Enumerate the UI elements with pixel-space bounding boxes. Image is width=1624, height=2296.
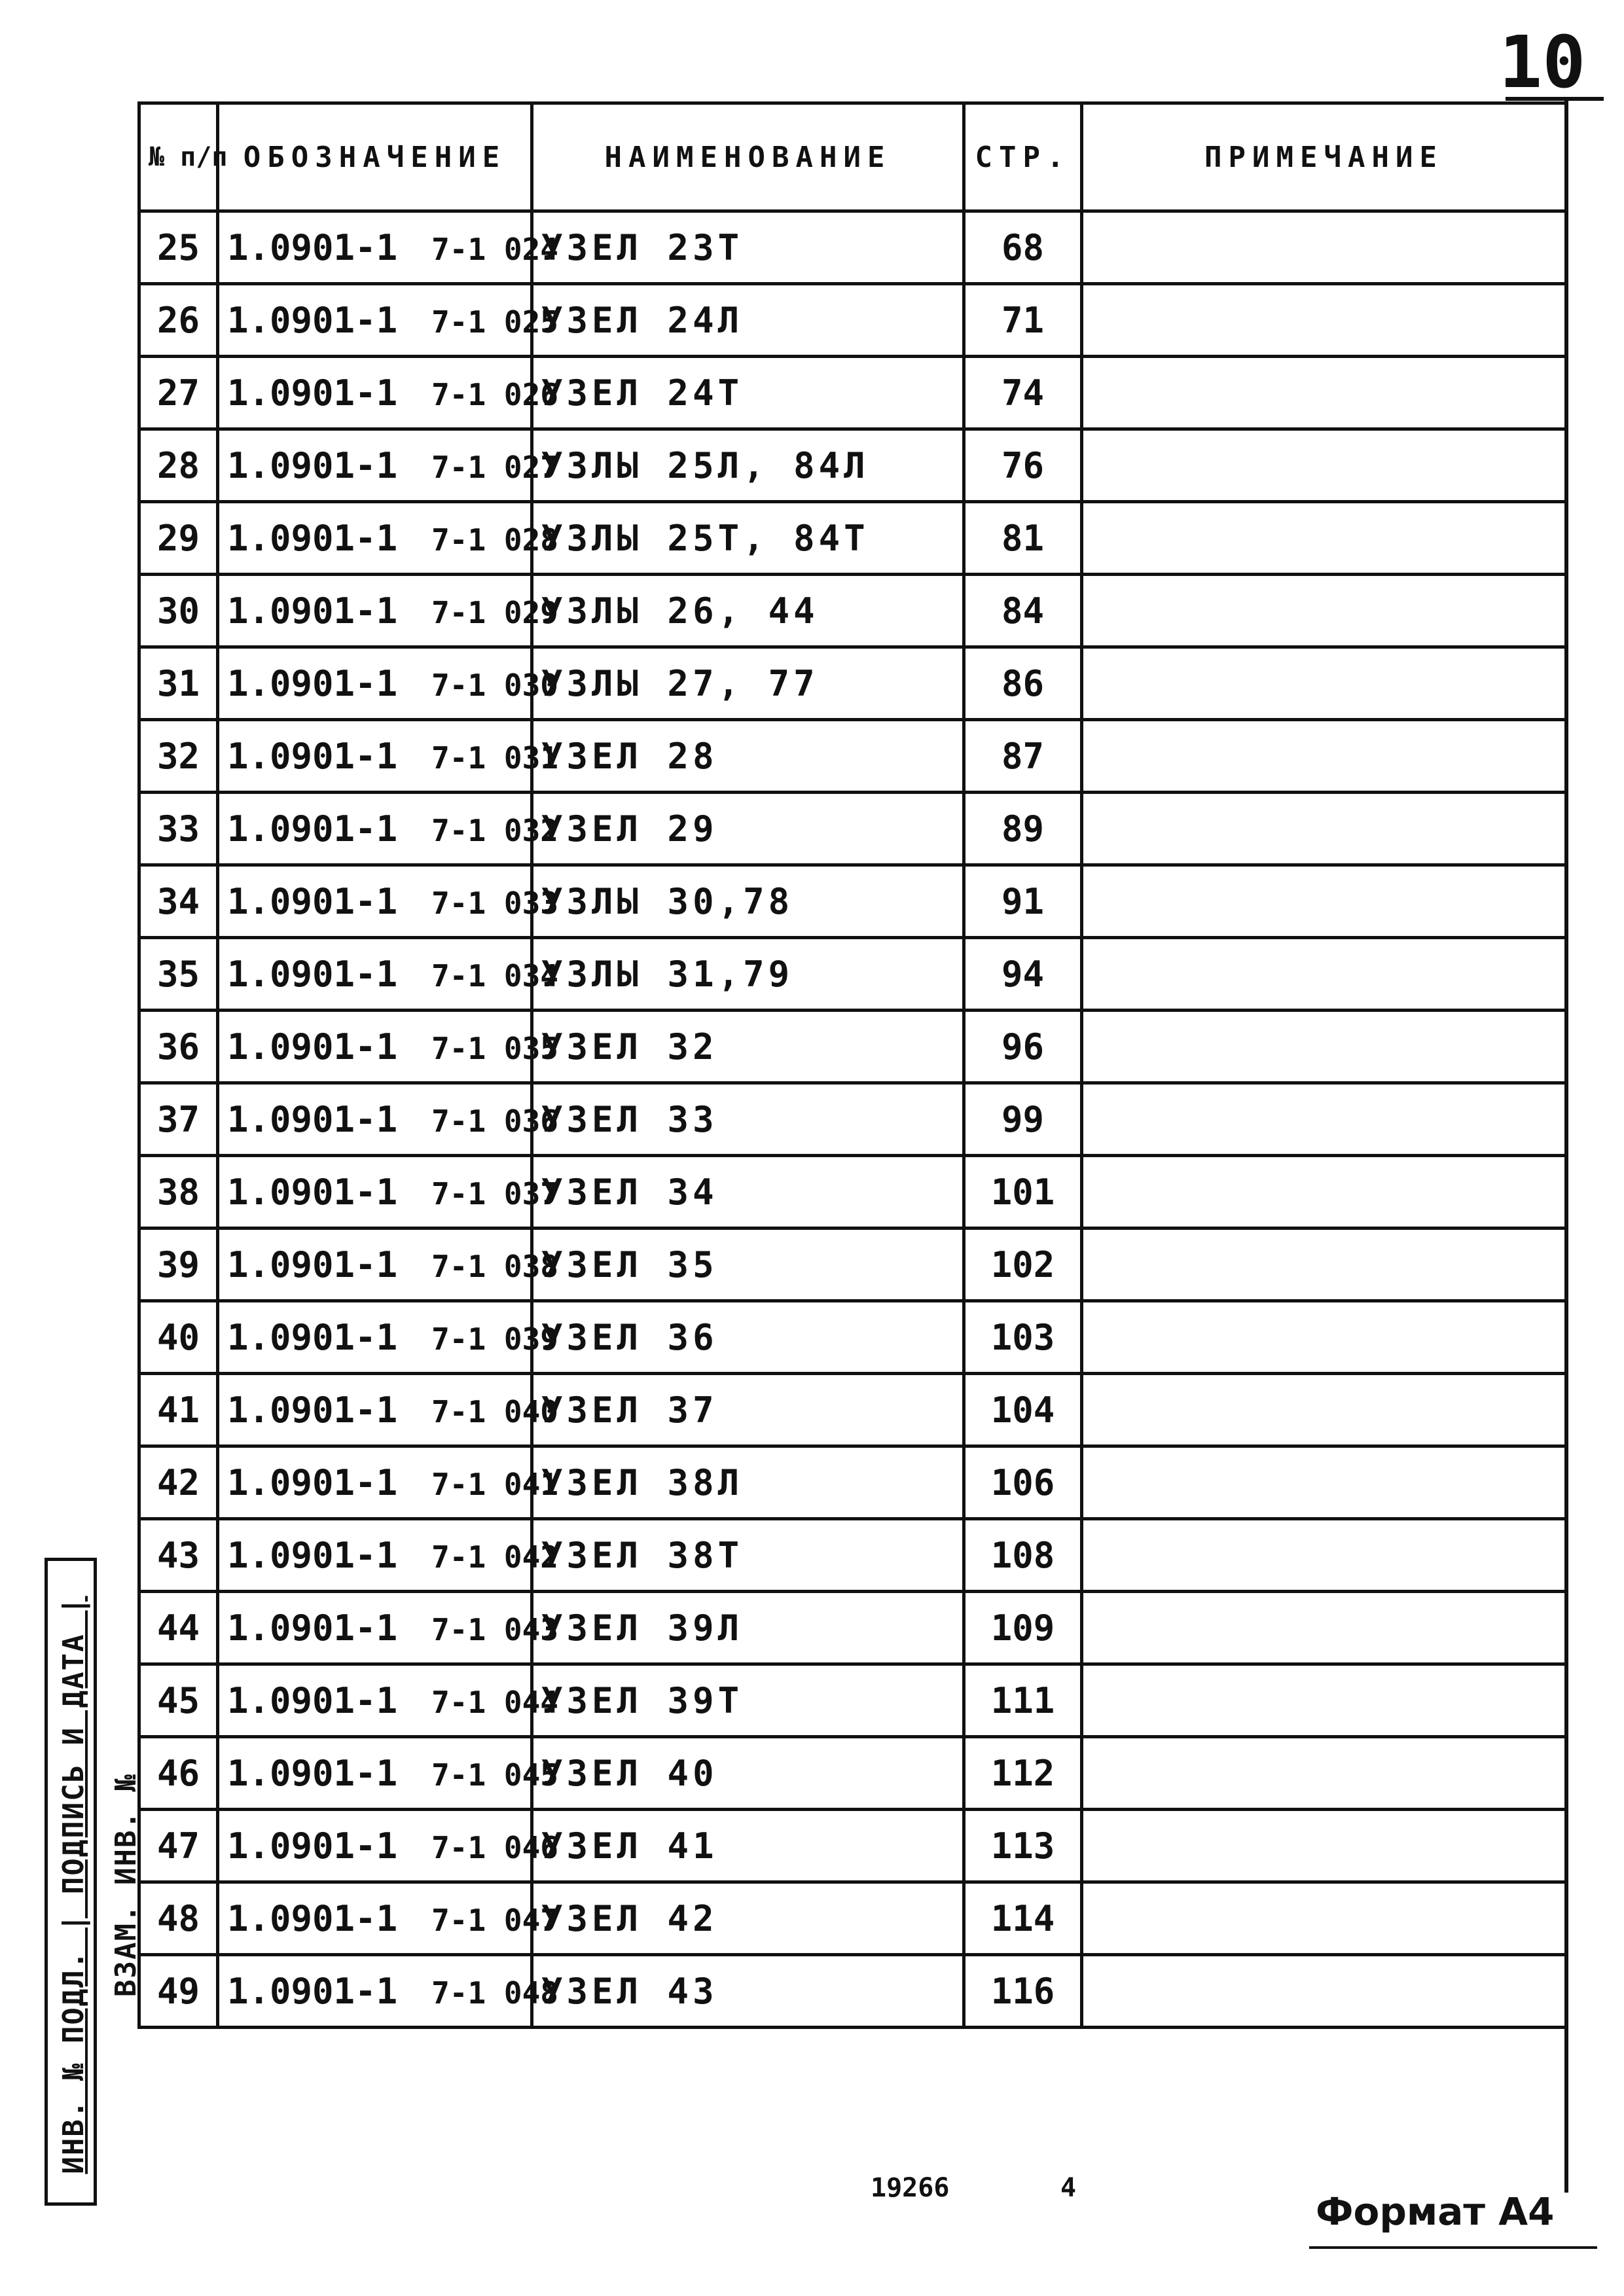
row-name: УЗЕЛ 24Т bbox=[532, 357, 964, 429]
row-code bbox=[218, 1229, 558, 1301]
row-code-series: 1.0901-1 bbox=[227, 299, 398, 341]
row-page: 99 bbox=[964, 1083, 1082, 1156]
header-name: НАИМЕНОВАНИЕ bbox=[532, 103, 964, 211]
table-row bbox=[139, 357, 1566, 429]
row-name: УЗЕЛ 40 bbox=[532, 1737, 964, 1810]
row-code bbox=[218, 720, 558, 793]
row-num: 37 bbox=[139, 1083, 218, 1156]
row-page: 112 bbox=[964, 1737, 1082, 1810]
row-note bbox=[1082, 1592, 1566, 1664]
side-stamp-text: ИНВ. № ПОДЛ. | ПОДПИСЬ И ДАТА | ВЗАМ. ИНВ. № bbox=[57, 1596, 143, 2174]
row-name: УЗЕЛ 29 bbox=[532, 793, 964, 865]
row-name: УЗЕЛ 35 bbox=[532, 1229, 964, 1301]
row-num: 49 bbox=[139, 1955, 218, 2028]
footer-sheet-number: 4 bbox=[1060, 2173, 1077, 2203]
table-row bbox=[139, 647, 1566, 720]
row-name: УЗЛЫ 27, 77 bbox=[532, 647, 964, 720]
row-code-sheet: 7-1 039 bbox=[431, 1321, 558, 1357]
row-code-series: 1.0901-1 bbox=[227, 880, 398, 922]
row-code bbox=[218, 793, 558, 865]
row-code-series: 1.0901-1 bbox=[227, 372, 398, 414]
row-code bbox=[218, 1882, 558, 1955]
row-name: УЗЕЛ 37 bbox=[532, 1374, 964, 1446]
row-page: 74 bbox=[964, 357, 1082, 429]
row-code bbox=[218, 1737, 558, 1810]
table-row bbox=[139, 793, 1566, 865]
row-note bbox=[1082, 647, 1566, 720]
row-page: 102 bbox=[964, 1229, 1082, 1301]
row-name: УЗЛЫ 25Л, 84Л bbox=[532, 429, 964, 502]
row-page: 71 bbox=[964, 284, 1082, 357]
row-page: 68 bbox=[964, 211, 1082, 284]
row-code bbox=[218, 211, 558, 284]
row-num: 48 bbox=[139, 1882, 218, 1955]
row-name: УЗЛЫ 26, 44 bbox=[532, 575, 964, 647]
table-row bbox=[139, 575, 1566, 647]
row-code-sheet: 7-1 026 bbox=[431, 376, 558, 412]
row-name: УЗЛЫ 25Т, 84Т bbox=[532, 502, 964, 575]
row-name: УЗЕЛ 38Л bbox=[532, 1446, 964, 1519]
row-code bbox=[218, 1592, 558, 1664]
row-code bbox=[218, 357, 558, 429]
row-num: 34 bbox=[139, 865, 218, 938]
row-code-series: 1.0901-1 bbox=[227, 1679, 398, 1721]
row-code-series: 1.0901-1 bbox=[227, 1316, 398, 1358]
row-note bbox=[1082, 1374, 1566, 1446]
row-name: УЗЕЛ 43 bbox=[532, 1955, 964, 2028]
table-row bbox=[139, 429, 1566, 502]
table-row bbox=[139, 1011, 1566, 1083]
row-name: УЗЕЛ 41 bbox=[532, 1810, 964, 1882]
row-num: 30 bbox=[139, 575, 218, 647]
row-code bbox=[218, 1083, 558, 1156]
table-row bbox=[139, 1664, 1566, 1737]
row-num: 27 bbox=[139, 357, 218, 429]
row-page: 84 bbox=[964, 575, 1082, 647]
table-row bbox=[139, 1374, 1566, 1446]
table-row bbox=[139, 1592, 1566, 1664]
row-num: 39 bbox=[139, 1229, 218, 1301]
row-code bbox=[218, 1519, 558, 1592]
row-code-sheet: 7-1 034 bbox=[431, 958, 558, 994]
row-num: 29 bbox=[139, 502, 218, 575]
row-note bbox=[1082, 284, 1566, 357]
row-code-series: 1.0901-1 bbox=[227, 1244, 398, 1285]
row-page: 104 bbox=[964, 1374, 1082, 1446]
table-row bbox=[139, 1301, 1566, 1374]
table-row bbox=[139, 1229, 1566, 1301]
page-number: 10 bbox=[1499, 20, 1586, 104]
row-code-series: 1.0901-1 bbox=[227, 517, 398, 559]
row-code-sheet: 7-1 027 bbox=[431, 449, 558, 485]
row-code-series: 1.0901-1 bbox=[227, 662, 398, 704]
row-code-series: 1.0901-1 bbox=[227, 1607, 398, 1649]
row-note bbox=[1082, 575, 1566, 647]
footer-format: Формат А4 bbox=[1316, 2189, 1555, 2234]
row-page: 81 bbox=[964, 502, 1082, 575]
row-note bbox=[1082, 1737, 1566, 1810]
row-code-series: 1.0901-1 bbox=[227, 808, 398, 850]
row-num: 42 bbox=[139, 1446, 218, 1519]
row-num: 43 bbox=[139, 1519, 218, 1592]
table-row bbox=[139, 1446, 1566, 1519]
row-code bbox=[218, 1156, 558, 1229]
header-page: СТР. bbox=[964, 103, 1082, 211]
row-name: УЗЕЛ 39Т bbox=[532, 1664, 964, 1737]
row-code bbox=[218, 1446, 558, 1519]
row-name: УЗЕЛ 36 bbox=[532, 1301, 964, 1374]
row-code-sheet: 7-1 036 bbox=[431, 1103, 558, 1139]
row-page: 86 bbox=[964, 647, 1082, 720]
row-code-series: 1.0901-1 bbox=[227, 1970, 398, 2012]
table-row bbox=[139, 1955, 1566, 2028]
row-num: 31 bbox=[139, 647, 218, 720]
row-name: УЗЕЛ 32 bbox=[532, 1011, 964, 1083]
footer-rule bbox=[1309, 2246, 1597, 2249]
row-note bbox=[1082, 1810, 1566, 1882]
page-number-rule bbox=[1506, 97, 1604, 101]
row-page: 76 bbox=[964, 429, 1082, 502]
row-code bbox=[218, 1810, 558, 1882]
row-code-sheet: 7-1 040 bbox=[431, 1393, 558, 1429]
row-name: УЗЕЛ 28 bbox=[532, 720, 964, 793]
row-code-series: 1.0901-1 bbox=[227, 953, 398, 995]
table-header-row bbox=[139, 103, 1566, 211]
row-code-sheet: 7-1 047 bbox=[431, 1902, 558, 1938]
row-page: 114 bbox=[964, 1882, 1082, 1955]
row-page: 96 bbox=[964, 1011, 1082, 1083]
row-code bbox=[218, 938, 558, 1011]
table-row bbox=[139, 720, 1566, 793]
row-page: 94 bbox=[964, 938, 1082, 1011]
row-note bbox=[1082, 1011, 1566, 1083]
table-row bbox=[139, 1810, 1566, 1882]
row-code bbox=[218, 1011, 558, 1083]
row-code-sheet: 7-1 033 bbox=[431, 885, 558, 921]
row-code-series: 1.0901-1 bbox=[227, 1389, 398, 1431]
table-row bbox=[139, 865, 1566, 938]
row-num: 46 bbox=[139, 1737, 218, 1810]
row-note bbox=[1082, 357, 1566, 429]
row-page: 91 bbox=[964, 865, 1082, 938]
row-code bbox=[218, 1374, 558, 1446]
table-row bbox=[139, 1737, 1566, 1810]
table-row bbox=[139, 938, 1566, 1011]
row-page: 106 bbox=[964, 1446, 1082, 1519]
row-name: УЗЕЛ 34 bbox=[532, 1156, 964, 1229]
row-code bbox=[218, 1664, 558, 1737]
row-page: 113 bbox=[964, 1810, 1082, 1882]
row-num: 38 bbox=[139, 1156, 218, 1229]
row-code-sheet: 7-1 031 bbox=[431, 740, 558, 776]
row-code-series: 1.0901-1 bbox=[227, 590, 398, 632]
row-code-sheet: 7-1 041 bbox=[431, 1466, 558, 1502]
row-note bbox=[1082, 1156, 1566, 1229]
row-note bbox=[1082, 1664, 1566, 1737]
row-note bbox=[1082, 1083, 1566, 1156]
header-num: № п/п bbox=[139, 103, 218, 211]
row-code bbox=[218, 865, 558, 938]
row-code bbox=[218, 647, 558, 720]
row-note bbox=[1082, 502, 1566, 575]
table-row bbox=[139, 1156, 1566, 1229]
row-code-series: 1.0901-1 bbox=[227, 1026, 398, 1067]
row-name: УЗЕЛ 33 bbox=[532, 1083, 964, 1156]
row-code-series: 1.0901-1 bbox=[227, 444, 398, 486]
row-num: 28 bbox=[139, 429, 218, 502]
row-code bbox=[218, 502, 558, 575]
row-note bbox=[1082, 1955, 1566, 2028]
row-note bbox=[1082, 865, 1566, 938]
row-code bbox=[218, 1301, 558, 1374]
row-code-series: 1.0901-1 bbox=[227, 1897, 398, 1939]
row-page: 89 bbox=[964, 793, 1082, 865]
row-name: УЗЕЛ 39Л bbox=[532, 1592, 964, 1664]
row-code-sheet: 7-1 043 bbox=[431, 1611, 558, 1647]
row-num: 45 bbox=[139, 1664, 218, 1737]
table-row bbox=[139, 1519, 1566, 1592]
row-num: 36 bbox=[139, 1011, 218, 1083]
row-code-sheet: 7-1 025 bbox=[431, 304, 558, 340]
row-name: УЗЕЛ 42 bbox=[532, 1882, 964, 1955]
row-name: УЗЛЫ 31,79 bbox=[532, 938, 964, 1011]
row-code-sheet: 7-1 046 bbox=[431, 1829, 558, 1865]
row-page: 109 bbox=[964, 1592, 1082, 1664]
header-note: ПРИМЕЧАНИЕ bbox=[1082, 103, 1566, 211]
row-note bbox=[1082, 720, 1566, 793]
table-row bbox=[139, 284, 1566, 357]
table-row bbox=[139, 211, 1566, 284]
row-code-sheet: 7-1 030 bbox=[431, 667, 558, 703]
row-num: 26 bbox=[139, 284, 218, 357]
row-code-series: 1.0901-1 bbox=[227, 735, 398, 777]
row-note bbox=[1082, 1882, 1566, 1955]
row-code-sheet: 7-1 045 bbox=[431, 1757, 558, 1793]
row-num: 44 bbox=[139, 1592, 218, 1664]
table-row bbox=[139, 1083, 1566, 1156]
row-page: 108 bbox=[964, 1519, 1082, 1592]
row-code bbox=[218, 429, 558, 502]
row-page: 116 bbox=[964, 1955, 1082, 2028]
row-code bbox=[218, 1955, 558, 2028]
row-num: 41 bbox=[139, 1374, 218, 1446]
side-stamp bbox=[45, 1558, 143, 2206]
header-code: ОБОЗНАЧЕНИЕ bbox=[218, 103, 532, 211]
row-name: УЗЕЛ 38Т bbox=[532, 1519, 964, 1592]
row-code-sheet: 7-1 024 bbox=[431, 231, 558, 267]
row-name: УЗЕЛ 23Т bbox=[532, 211, 964, 284]
row-note bbox=[1082, 429, 1566, 502]
row-code bbox=[218, 575, 558, 647]
row-num: 35 bbox=[139, 938, 218, 1011]
row-page: 101 bbox=[964, 1156, 1082, 1229]
row-code bbox=[218, 284, 558, 357]
row-code-sheet: 7-1 042 bbox=[431, 1539, 558, 1575]
table-row bbox=[139, 1882, 1566, 1955]
row-name: УЗЛЫ 30,78 bbox=[532, 865, 964, 938]
row-num: 32 bbox=[139, 720, 218, 793]
row-num: 40 bbox=[139, 1301, 218, 1374]
table-body bbox=[139, 211, 1566, 2028]
row-page: 103 bbox=[964, 1301, 1082, 1374]
row-num: 33 bbox=[139, 793, 218, 865]
row-code-series: 1.0901-1 bbox=[227, 1171, 398, 1213]
row-code-sheet: 7-1 028 bbox=[431, 522, 558, 558]
row-code-sheet: 7-1 038 bbox=[431, 1248, 558, 1284]
row-note bbox=[1082, 211, 1566, 284]
row-code-sheet: 7-1 032 bbox=[431, 812, 558, 848]
row-code-series: 1.0901-1 bbox=[227, 226, 398, 268]
row-code-sheet: 7-1 044 bbox=[431, 1684, 558, 1720]
row-note bbox=[1082, 1446, 1566, 1519]
row-code-sheet: 7-1 037 bbox=[431, 1175, 558, 1211]
row-code-sheet: 7-1 029 bbox=[431, 594, 558, 630]
row-code-sheet: 7-1 048 bbox=[431, 1975, 558, 2011]
row-note bbox=[1082, 1229, 1566, 1301]
row-num: 47 bbox=[139, 1810, 218, 1882]
row-code-series: 1.0901-1 bbox=[227, 1462, 398, 1503]
row-note bbox=[1082, 793, 1566, 865]
row-note bbox=[1082, 938, 1566, 1011]
footer-doc-number: 19266 bbox=[871, 2173, 950, 2203]
row-code-series: 1.0901-1 bbox=[227, 1752, 398, 1794]
row-code-sheet: 7-1 035 bbox=[431, 1030, 558, 1066]
table-row bbox=[139, 502, 1566, 575]
row-code-series: 1.0901-1 bbox=[227, 1825, 398, 1867]
row-note bbox=[1082, 1301, 1566, 1374]
row-code-series: 1.0901-1 bbox=[227, 1534, 398, 1576]
row-page: 111 bbox=[964, 1664, 1082, 1737]
row-note bbox=[1082, 1519, 1566, 1592]
row-num: 25 bbox=[139, 211, 218, 284]
row-page: 87 bbox=[964, 720, 1082, 793]
row-code-series: 1.0901-1 bbox=[227, 1098, 398, 1140]
row-name: УЗЕЛ 24Л bbox=[532, 284, 964, 357]
document-list-table bbox=[137, 101, 1568, 2029]
